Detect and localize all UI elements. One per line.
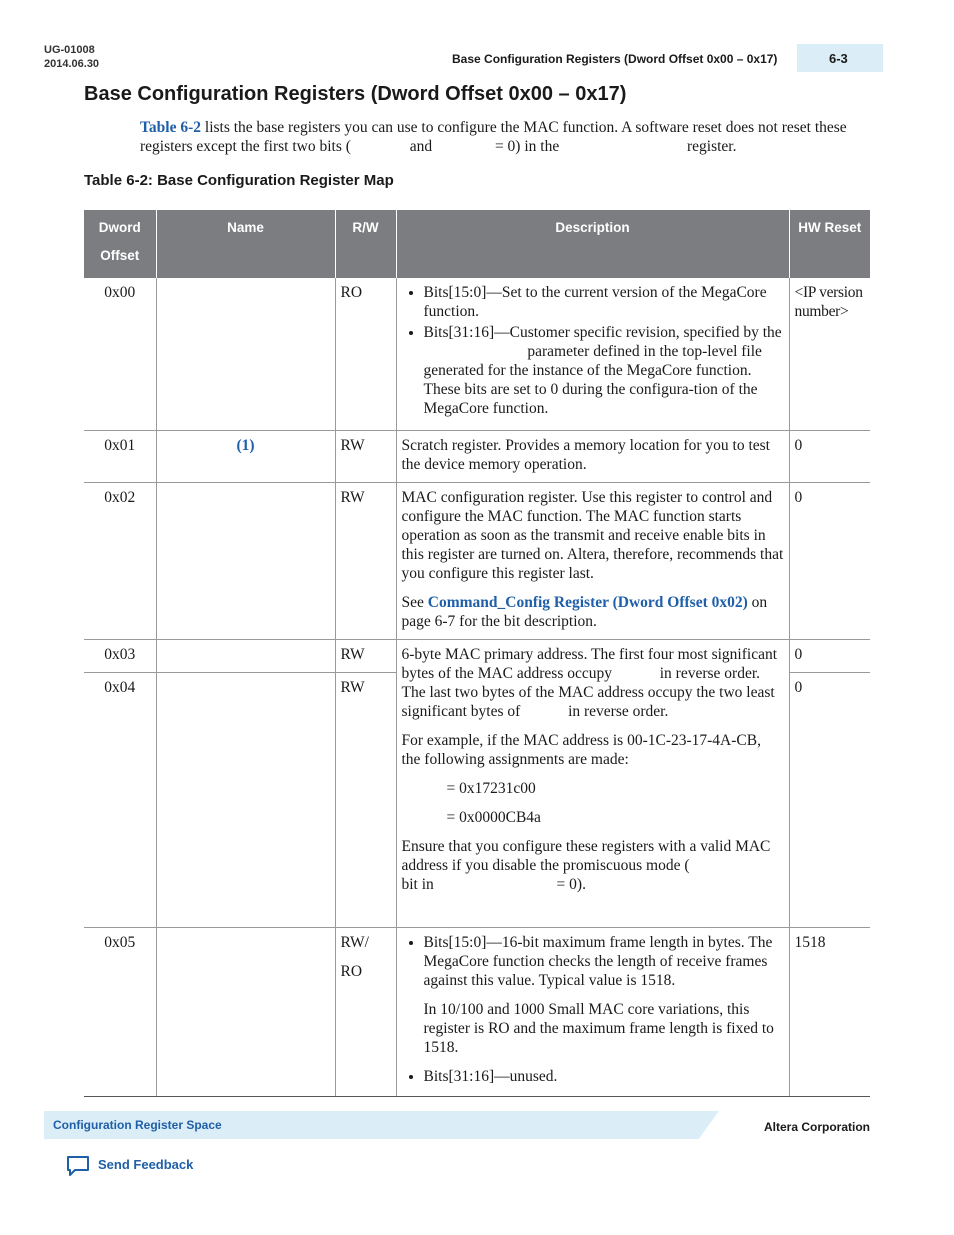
bullet-item: • Bits[31:16]—Customer specific revision, specified by the parameter defined in the top-level file generated for the instance of the MegaCore function. These bits are set to 0 during the configura-tion of the MegaCore function. [424, 323, 784, 418]
bullet-item: • Bits[31:16]—unused. [424, 1067, 784, 1086]
send-feedback-link[interactable]: Send Feedback [98, 1157, 194, 1172]
feedback-icon[interactable] [66, 1155, 90, 1177]
section-title: Base Configuration Registers (Dword Offset 0x00 – 0x17) [84, 83, 627, 105]
description-cell [396, 278, 789, 430]
reset-cell: 0 [789, 430, 870, 482]
register-map-table [84, 210, 870, 1097]
offset-cell: 0x02 [84, 482, 156, 639]
name-cell [156, 639, 335, 672]
reset-cell: 0 [789, 482, 870, 639]
rw-cell: RW [335, 430, 396, 482]
offset-cell: 0x05 [84, 927, 156, 1096]
description-cell: 6-byte MAC primary address. The first four most significant bytes of the MAC address occupy in reverse order. The last two bytes of the MAC address occupy the two least significant bytes of in reverse order. For example, if the MAC address is 00-1C-23-17-4A-CB, the following assignments are made: = 0x17231c00 = 0x0000CB4a Ensure that you configure these registers with a valid MAC address if you disable the promiscuous mode ( bit in = 0). [396, 639, 789, 927]
reset-cell: 0 [789, 639, 870, 672]
name-cell [156, 278, 335, 430]
footer-company: Altera Corporation [764, 1120, 871, 1134]
table-row [84, 927, 870, 1096]
reset-cell: 0 [789, 672, 870, 927]
col-name: Name [156, 210, 335, 278]
description-cell: Scratch register. Provides a memory location for you to test the device memory operation. [396, 430, 789, 482]
footer-section-link[interactable]: Configuration Register Space [53, 1118, 222, 1132]
reset-cell: <IP version number> [789, 278, 870, 430]
description-cell: • Bits[15:0]—16-bit maximum frame length in bytes. The MegaCore function checks the length of receive frames against this value. Typical value is 1518. In 10/100 and 1000 Small MAC core variations, this register is RO and the maximum frame length is fixed to 1518. • Bits[31:16]—unused. [396, 927, 789, 1096]
offset-cell: 0x03 [84, 639, 156, 672]
command-config-link[interactable]: Command_Config Register (Dword Offset 0x02) [427, 593, 748, 611]
name-cell [156, 482, 335, 639]
name-cell [156, 927, 335, 1096]
rw-cell: RW [335, 482, 396, 639]
table-row [84, 278, 870, 430]
table-row [84, 430, 870, 482]
offset-cell: 0x00 [84, 278, 156, 430]
bullet-item: • Bits[15:0]—Set to the current version of the MegaCore function. [424, 283, 784, 321]
rw-cell: RW [335, 639, 396, 672]
footnote-link[interactable]: (1) [236, 436, 255, 454]
table-row [84, 482, 870, 639]
col-hw-reset: HW Reset [789, 210, 870, 278]
table-row [84, 639, 870, 672]
doc-date: 2014.06.30 [44, 58, 100, 70]
col-dword-offset: Dword Offset [84, 210, 156, 278]
name-cell [156, 430, 335, 482]
doc-id [44, 43, 99, 71]
intro-paragraph: Table 6-2 lists the base registers you can use to configure the MAC function. A software reset does not reset these registers except the first two bits ( and = 0) in the register. [140, 119, 847, 155]
rw-cell: RW/ RO [335, 927, 396, 1096]
reset-cell: 1518 [789, 927, 870, 1096]
name-cell [156, 672, 335, 927]
table-link[interactable]: Table 6-2 [140, 119, 202, 136]
bullet-item: • Bits[15:0]—16-bit maximum frame length in bytes. The MegaCore function checks the length of receive frames against this value. Typical value is 1518. [424, 933, 784, 990]
offset-cell: 0x04 [84, 672, 156, 927]
doc-number: UG-01008 [44, 44, 95, 56]
offset-cell: 0x01 [84, 430, 156, 482]
col-description: Description [396, 210, 789, 278]
rw-cell: RO [335, 278, 396, 430]
table-header-row [84, 210, 870, 278]
col-rw: R/W [335, 210, 396, 278]
description-cell: MAC configuration register. Use this register to control and configure the MAC function. The MAC function starts operation as soon as the transmit and receive enable bits in this register are turned on. Altera, therefore, recommends that you configure this register last. See Command_Config Register (Dword Offset 0x02) on page 6-7 for the bit description. [396, 482, 789, 639]
page-number: 6-3 [829, 51, 848, 66]
running-title: Base Configuration Registers (Dword Offset 0x00 – 0x17) [452, 52, 778, 66]
rw-cell: RW [335, 672, 396, 927]
table-caption: Table 6-2: Base Configuration Register Map [84, 172, 394, 189]
